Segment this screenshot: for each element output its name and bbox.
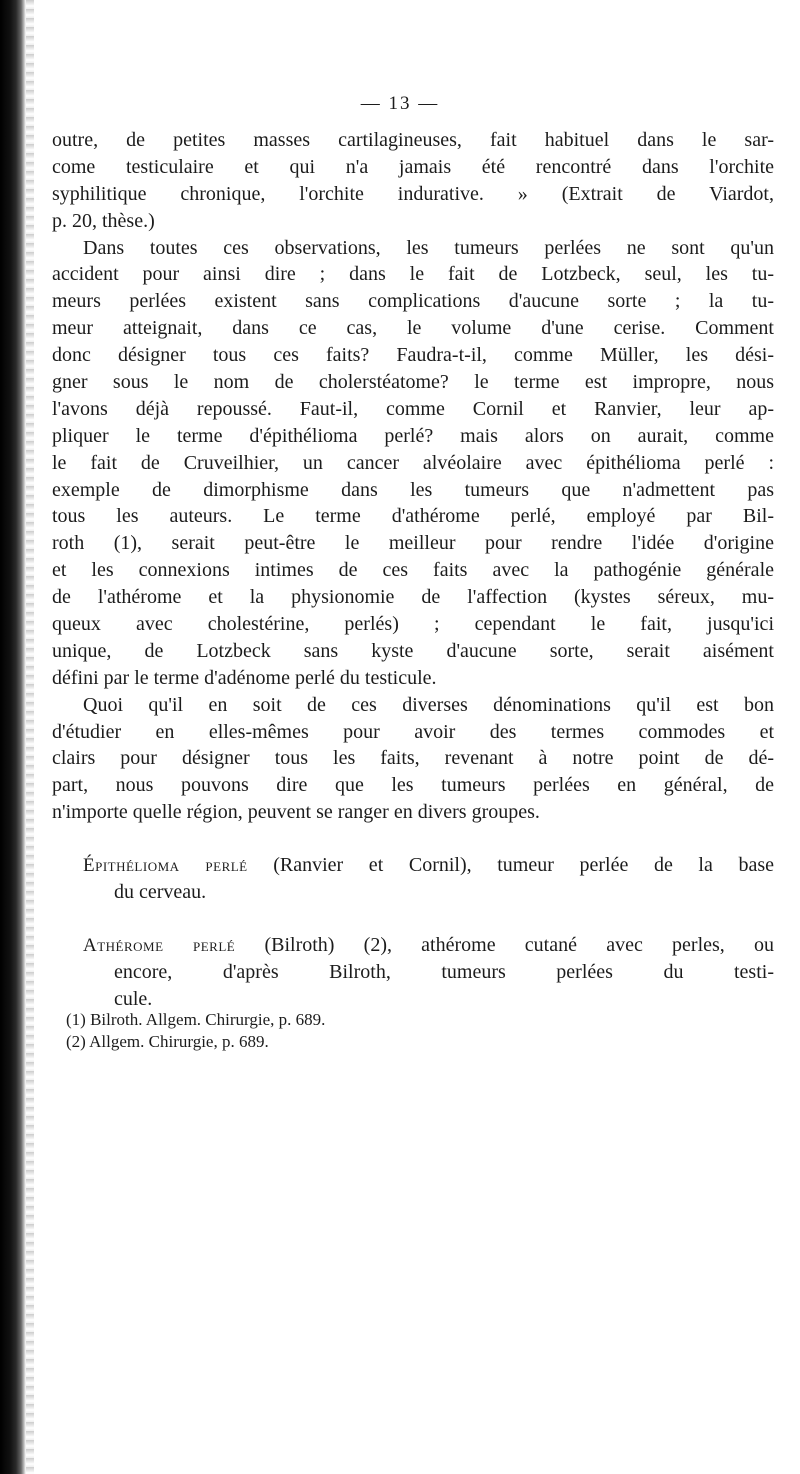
binding-shadow (26, 0, 34, 1474)
text-line: roth (1), serait peut-être le meilleur pour rendre l'idée d'origine (52, 532, 774, 555)
text-line: unique, de Lotzbeck sans kyste d'aucune sorte, serait aisément (52, 639, 774, 662)
text-line: gner sous le nom de cholerstéatome? le terme est impropre, nous (52, 371, 774, 394)
text-line: le fait de Cruveilhier, un cancer alvéolaire avec épithélioma perlé : (52, 451, 774, 474)
body-text (52, 127, 774, 1013)
paragraph-observations (52, 235, 774, 692)
paragraph-groups-intro (52, 692, 774, 826)
group-entry-epithelioma (52, 852, 774, 906)
text-line: tous les auteurs. Le terme d'athérome perlé, employé par Bil- (52, 505, 774, 528)
text-line: clairs pour désigner tous les faits, revenant à notre point de dé- (52, 747, 774, 770)
text-line: Dans toutes ces observations, les tumeurs perlées ne sont qu'un (83, 236, 774, 259)
group-entry-atherome (52, 932, 774, 1013)
group-first-line (52, 852, 774, 879)
text-line: part, nous pouvons dire que les tumeurs perlées en général, de (52, 774, 774, 797)
page-number: — 13 — (360, 93, 440, 114)
group-first-line (52, 932, 774, 959)
text-line: d'étudier en elles-mêmes pour avoir des termes commodes et (52, 720, 774, 743)
text-line: meur atteignait, dans ce cas, le volume d'une cerise. Comment (52, 317, 774, 340)
text-line: p. 20, thèse.) (52, 209, 155, 232)
footnotes (66, 1009, 666, 1053)
text-line: accident pour ainsi dire ; dans le fait de Lotzbeck, seul, les tu- (52, 263, 774, 286)
text-line: syphilitique chronique, l'orchite indurative. » (Extrait de Viardot, (52, 182, 774, 205)
text-line: Quoi qu'il en soit de ces diverses dénominations qu'il est bon (83, 693, 774, 716)
binding-edge (0, 0, 26, 1474)
text-line: n'importe quelle région, peuvent se ranger en divers groupes. (52, 801, 540, 824)
paragraph-continuation (52, 127, 774, 235)
text-line: de l'athérome et la physionomie de l'affection (kystes séreux, mu- (52, 586, 774, 609)
footnote-1: (1) Bilroth. Allgem. Chirurgie, p. 689. (66, 1010, 326, 1029)
text-line: encore, d'après Bilroth, tumeurs perlées du testi- (114, 960, 774, 983)
text-line: meurs perlées existent sans complications d'aucune sorte ; la tu- (52, 290, 774, 313)
text-line: l'avons déjà repoussé. Faut-il, comme Cornil et Ranvier, leur ap- (52, 397, 774, 420)
group-term: Épithélioma perlé (83, 855, 248, 877)
text-line: queux avec cholestérine, perlés) ; cependant le fait, jusqu'ici (52, 613, 774, 636)
text-line: come testiculaire et qui n'a jamais été rencontré dans l'orchite (52, 155, 774, 178)
text-line: défini par le terme d'adénome perlé du testicule. (52, 666, 437, 689)
text-line: cule. (114, 987, 153, 1010)
group-text: (Ranvier et Cornil), tumeur perlée de la base (273, 854, 774, 877)
footnote-2: (2) Allgem. Chirurgie, p. 689. (66, 1032, 269, 1051)
text-line: pliquer le terme d'épithélioma perlé? mais alors on aurait, comme (52, 424, 774, 447)
text-line: exemple de dimorphisme dans les tumeurs que n'admettent pas (52, 478, 774, 501)
text-line: donc désigner tous ces faits? Faudra-t-il, comme Müller, les dési- (52, 344, 774, 367)
text-line: du cerveau. (114, 881, 207, 904)
text-line: et les connexions intimes de ces faits avec la pathogénie générale (52, 559, 774, 582)
text-line: outre, de petites masses cartilagineuses, fait habituel dans le sar- (52, 129, 774, 151)
group-term: Athérome perlé (83, 934, 236, 956)
group-text: (Bilroth) (2), athérome cutané avec perles, ou (264, 933, 774, 956)
